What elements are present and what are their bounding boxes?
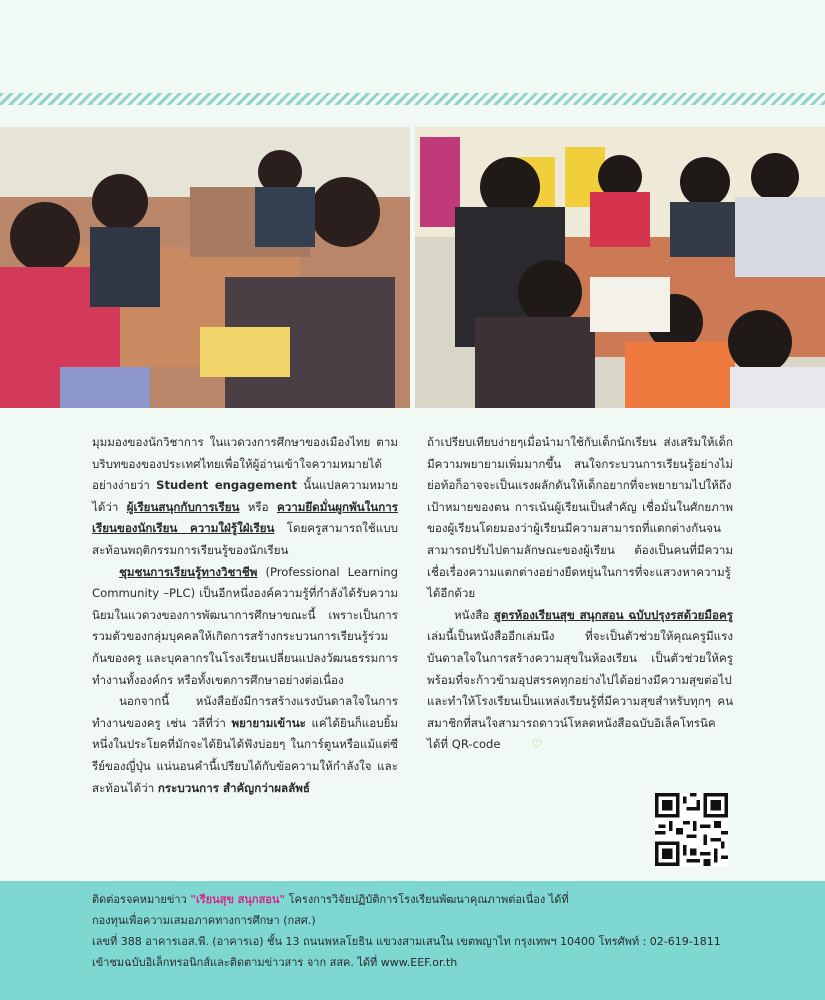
bold-text: Student engagement [156, 478, 297, 493]
text: โดยครูสามารถใช้แบบสะท้อนพฤติกรรมการเรียนรู้ของนักเรียน [92, 521, 398, 557]
text: นอกจากนี้ หนังสือยังมีการสร้างแรงบันดาลใจในการทำงานของครู เช่น วลีที่ว่า [92, 694, 398, 730]
text: โครงการวิจัยปฏิบัติการโรงเรียนพัฒนาคุณภาพต่อเนื่อง ได้ที่ [285, 893, 569, 906]
decorative-stripe [0, 93, 825, 105]
text: (Professional Learning Community –PLC) เป็นอีกหนึ่งองค์ความรู้ที่กำลังได้รับความนิยมในแวดวงของการพัฒนาการศึกษาขณะนี้ เพราะเป็นการรวมตัวของกลุ่มบุคคลให้เกิดการสร้างกระบวนการเรียนรู้ร่วมกันของครู และบุคลากรในโรงเรียนเปลี่ยนแปลงวัฒนธรรมการทำงานทั้งองค์กร หรือทั้งเขตการศึกษาอย่างต่อเนื่อง [92, 564, 398, 687]
bold-text: ความยึดมั่นผูกพันในการเรียนของนักเรียน ความใฝ่รู้ใฝ่เรียน [92, 499, 398, 536]
footer-website: เข้าชมฉบับอิเล็กทรอนิกส์และติดตามข่าวสาร จาก สสค. ได้ที่ www.EEF.or.th [92, 956, 458, 969]
classroom-photo-right [415, 127, 825, 408]
bold-text: สูตรห้องเรียนสุข สนุกสอน ฉบับปรุงรสด้วยมือครู [493, 607, 733, 622]
text: หนังสือ [454, 607, 494, 622]
newsletter-name: "เรียนสุข สนุกสอน" [190, 893, 286, 906]
qr-code-icon[interactable] [655, 793, 728, 866]
heart-icon: ♡ [531, 737, 543, 752]
article-column-right [427, 432, 733, 756]
text: นั้นแปลความหมายได้ว่า [92, 478, 398, 514]
text: ถ้าเปรียบเทียบง่ายๆเมื่อนำมาใช้กับเด็กนักเรียน ส่งเสริมให้เด็กมีความพยายามเพิ่มมากขึ้น สนใจกระบวนการเรียนรู้อย่างไม่ย่อท้อก็อาจจะเป็นแรงผลักดันให้เด็กอยากที่จะพยายามไปให้ถึงเป้าหมายของตน การเน้นผู้เรียนเป็นสำคัญ เชื่อมั่นในศักยภาพของผู้เรียนโดยมองว่าผู้เรียนมีความสามารถที่แตกต่างกันจนสามารถปรับไปตามลักษณะของผู้เรียน ต้องเป็นคนที่มีความเชื่อเรื่องความแตกต่างอย่างยืดหยุ่นในการที่จะแสวงหาความรู้ได้อีกด้วย [427, 435, 733, 601]
footer-line [92, 889, 792, 910]
bold-text: ผู้เรียนสนุกกับการเรียน [126, 499, 240, 514]
text: ติดต่อรจคหมายข่าว [92, 893, 191, 906]
bold-text: ชุมชนการเรียนรู้ทางวิชาชีพ [119, 564, 258, 579]
bold-text: พยายามเข้านะ [231, 715, 306, 730]
paragraph [92, 691, 398, 799]
contact-footer [0, 881, 825, 1000]
article-column-left [92, 432, 398, 799]
text: แค่ได้ยินก็แอบยิ้ม หนึ่งในประโยคที่มักจะได้ยินได้ฟังบ่อยๆ ในการ์ตูนหรือแม้แต่ซีรีย์ของญี่ปุ่น แน่นอนคำนี้เปรียบได้กับข้อความให้กำลังใจ และสะท้อนได้ว่า [92, 715, 399, 795]
bold-text: กระบวนการ สำคัญกว่าผลลัพธ์ [157, 780, 310, 795]
footer-line: กองทุนเพื่อความเสมอภาคทางการศึกษา (กสศ.) [92, 914, 316, 927]
paragraph [427, 432, 733, 605]
paragraph [427, 605, 733, 756]
paragraph [92, 562, 398, 692]
footer-address: เลขที่ 388 อาคารเอส.พี. (อาคารเอ) ชั้น 13 ถนนพหลโยธิน แขวงสามเสนใน เขตพญาไท กรุงเทพฯ 10400 โทรศัพท์ : 02-619-1811 [92, 935, 721, 948]
text: เล่มนี้เป็นหนังสืออีกเล่มนึง ที่จะเป็นตัวช่วยให้คุณครูมีแรงบันดาลใจในการสร้างความสุขในห้องเรียน เป็นตัวช่วยให้ครูพร้อมที่จะก้าวข้ามอุปสรรคทุกอย่างไปได้อย่างมีความสุขต่อไป และทำให้โรงเรียนเป็นแหล่งเรียนรู้ที่มีความสุขสำหรับทุกๆ คน สมาชิกที่สนใจสามารถดาวน์โหลดหนังสือฉบับอิเล็คโทรนิคได้ที่ QR-code [427, 629, 733, 752]
text: หรือ [239, 499, 277, 514]
classroom-photo-left [0, 127, 410, 408]
paragraph [92, 432, 398, 562]
text: มุมมองของนักวิชาการ ในแวดวงการศึกษาของเมืองไทย ตามบริบทของของประเทศไทยเพื่อให้ผู้อ่านเข้าใจความหมายได้อย่างง่ายว่า [92, 435, 398, 493]
